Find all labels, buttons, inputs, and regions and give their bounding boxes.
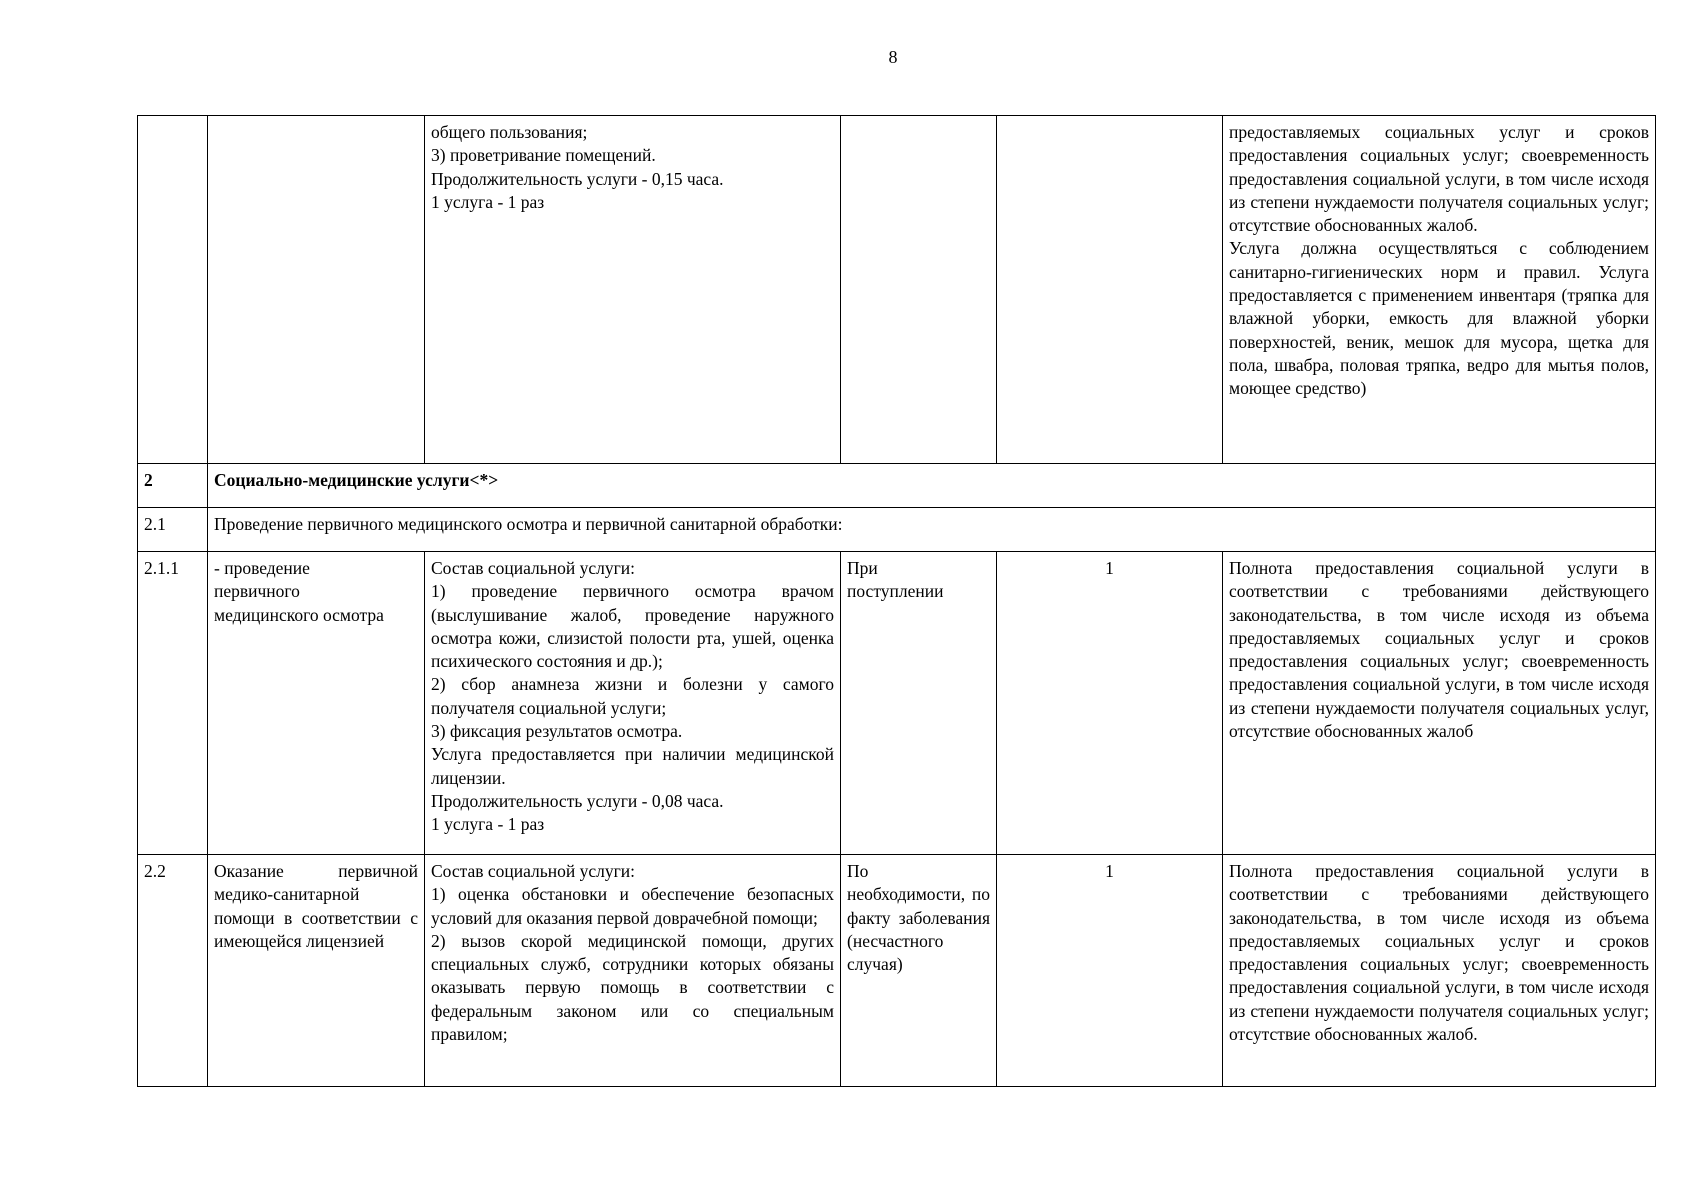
name-line: первичного: [214, 581, 300, 602]
subsection-title: Проведение первичного медицинского осмотра и первичной санитарной обработки:: [208, 508, 1656, 552]
cell-content: [425, 116, 841, 464]
cell-num: 2.1.1: [138, 552, 208, 855]
section-number: 2: [138, 464, 208, 508]
cell-volume: 1: [997, 552, 1223, 855]
table-row-section: [138, 464, 1656, 508]
content-line: 1) оценка обстановки и обеспечение безопасных условий для оказания первой доврачебной помощи;: [431, 884, 834, 928]
cell-content: [425, 855, 841, 1087]
table-row-subsection: [138, 508, 1656, 552]
content-line: Продолжительность услуги - 0,15 часа.: [431, 168, 724, 189]
quality-paragraph: предоставляемых социальных услуг и сроков предоставления социальных услуг; своевременность предоставления социальной услуги, в том числе исходя из степени нуждаемости получателя социальных услуг; отсутствие обоснованных жалоб.: [1229, 122, 1649, 236]
content-line: 3) проветривание помещений.: [431, 145, 656, 166]
cell-content: [425, 552, 841, 855]
cell-period: [841, 116, 997, 464]
cell-name: [208, 116, 425, 464]
name-line: медицинского осмотра: [214, 604, 384, 625]
page-number: 8: [888, 47, 898, 67]
content-line: 1 услуга - 1 раз: [431, 814, 545, 835]
cell-volume: [997, 116, 1223, 464]
services-table: [137, 115, 1656, 1087]
cell-num: 2.2: [138, 855, 208, 1087]
content-line: 2) сбор анамнеза жизни и болезни у самого получателя социальной услуги;: [431, 674, 834, 718]
cell-num: [138, 116, 208, 464]
cell-period: [841, 552, 997, 855]
cell-name: [208, 552, 425, 855]
content-line: 2) вызов скорой медицинской помощи, других специальных служб, сотрудники которых обязаны оказывать первую помощь в соответствии с федеральным законом или со специальным правилом;: [431, 930, 834, 1045]
period-line: При: [847, 558, 878, 578]
quality-paragraph: Услуга должна осуществляться с соблюдением санитарно-гигиенических норм и правил. Услуга предоставляется с применением инвентаря (тряпка для влажной уборки, емкость для влажной уборки поверхностей, веник, мешок для мусора, щетка для пола, швабра, половая тряпка, ведро для мытья полов, моющее средство): [1229, 238, 1649, 399]
name-line: - проведение: [214, 558, 310, 578]
table-row-2-2: [138, 855, 1656, 1087]
cell-quality: Полнота предоставления социальной услуги в соответствии с требованиями действующего законодательства, в том числе исходя из объема предоставляемых социальных услуг и сроков предоставления социальных услуг; своевременность предоставления социальной услуги, в том числе исходя из степени нуждаемости получателя социальных услуг; отсутствие обоснованных жалоб.: [1223, 855, 1656, 1087]
period-line: поступлении: [847, 581, 944, 602]
content-line: общего пользования;: [431, 122, 588, 142]
content-line: Продолжительность услуги - 0,08 часа.: [431, 790, 724, 811]
cell-period: По необходимости, по факту заболевания (несчастного случая): [841, 855, 997, 1087]
cell-quality: [1223, 116, 1656, 464]
cell-quality: Полнота предоставления социальной услуги в соответствии с требованиями действующего законодательства, в том числе исходя из объема предоставляемых социальных услуг и сроков предоставления социальных услуг; своевременность предоставления социальной услуги, в том числе исходя из степени нуждаемости получателя социальных услуг, отсутствие обоснованных жалоб: [1223, 552, 1656, 855]
content-line: 1 услуга - 1 раз: [431, 191, 545, 212]
subsection-number: 2.1: [138, 508, 208, 552]
cell-volume: 1: [997, 855, 1223, 1087]
content-line: 3) фиксация результатов осмотра.: [431, 721, 683, 742]
content-line: 1) проведение первичного осмотра врачом (выслушивание жалоб, проведение наружного осмотра кожи, слизистой полости рта, ушей, оценка психического состояния и др.);: [431, 581, 834, 672]
table-row-2-1-1: [138, 552, 1656, 855]
content-line: Состав социальной услуги:: [431, 861, 636, 881]
table-row-continued: [138, 116, 1656, 464]
content-line: Услуга предоставляется при наличии медицинской лицензии.: [431, 744, 834, 788]
cell-name: Оказание первичной медико-санитарной помощи в соответствии с имеющейся лицензией: [208, 855, 425, 1087]
content-line: Состав социальной услуги:: [431, 558, 636, 578]
section-title: Социально-медицинские услуги<*>: [208, 464, 1656, 508]
